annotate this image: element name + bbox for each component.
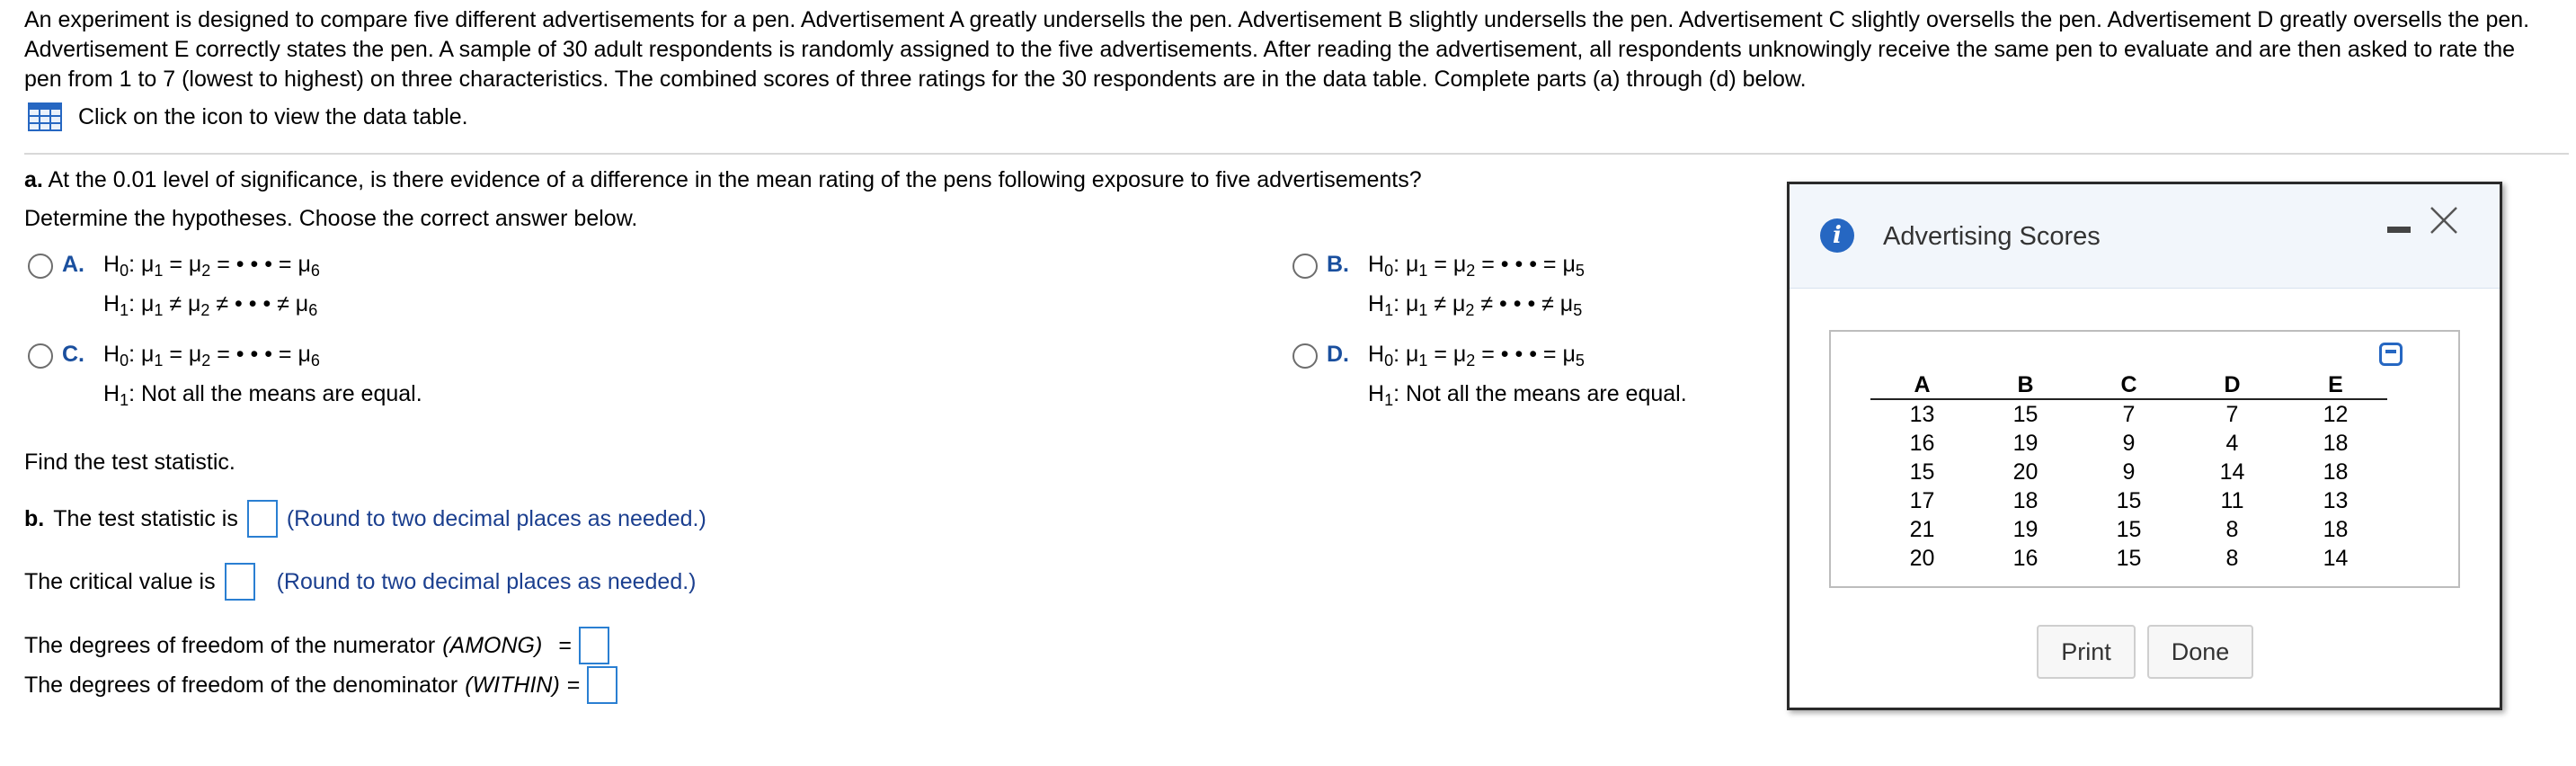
advertising-scores-table	[1870, 371, 2387, 573]
option-b-h1: $H_1$: $\mu_1 \ne \mu_2$ ≠ • • • ≠ $\mu_5$	[1368, 291, 1583, 319]
option-c-radio[interactable]	[28, 343, 53, 369]
option-d-h0: $H_0$: $\mu_1 = \mu_2$ = • • • = $\mu_5$	[1368, 342, 1585, 370]
part-a-text: At the 0.01 level of significance, is there evidence of a difference in the mean rating of the pens following exposure to five advertisements?	[48, 167, 1422, 192]
df-numerator-row	[24, 627, 609, 664]
minimize-button[interactable]	[2387, 227, 2412, 236]
part-a-question	[24, 165, 1422, 195]
part-b-text: The test statistic is	[53, 505, 238, 531]
expand-icon[interactable]	[2379, 343, 2403, 366]
option-a-h1: $H_1$: $\mu_1 \ne \mu_2$ ≠ • • • ≠ $\mu_6$	[103, 291, 318, 319]
part-a-label: a.	[24, 167, 43, 192]
df-numerator-input[interactable]	[579, 627, 609, 664]
print-button[interactable]: Print	[2037, 625, 2136, 679]
table-cell: 15	[2116, 488, 2142, 513]
table-row	[1870, 486, 2387, 515]
critical-value-text: The critical value is	[24, 568, 216, 594]
table-row	[1870, 399, 2387, 429]
option-c-h0: $H_0$: $\mu_1 = \mu_2$ = • • • = $\mu_6$	[103, 342, 320, 370]
data-table-link-row[interactable]	[28, 99, 468, 135]
table-cell: 15	[2012, 402, 2039, 427]
df-numerator-text: The degrees of freedom of the numerator	[24, 632, 436, 658]
option-b-letter[interactable]: B.	[1327, 252, 1349, 277]
column-header: A	[1870, 371, 1974, 399]
data-table-icon[interactable]	[28, 102, 62, 131]
table-cell: 14	[2219, 459, 2245, 485]
dialog-header	[1790, 184, 2500, 289]
table-cell: 15	[2116, 546, 2142, 571]
option-b-radio[interactable]	[1292, 254, 1318, 279]
table-cell: 18	[2323, 517, 2349, 542]
table-header-row	[1870, 371, 2387, 399]
table-row	[1870, 429, 2387, 458]
option-d-letter[interactable]: D.	[1327, 342, 1349, 367]
part-b-note: (Round to two decimal places as needed.)	[286, 505, 706, 531]
table-cell: 13	[1909, 402, 1935, 427]
advertising-scores-dialog	[1787, 182, 2502, 710]
option-d-h1: $H_1$: Not all the means are equal.	[1368, 381, 1687, 409]
table-row	[1870, 458, 2387, 486]
part-b-row	[24, 500, 706, 538]
df-denominator-italic: (WITHIN)	[465, 672, 560, 698]
table-cell: 9	[2122, 459, 2136, 485]
part-b-label: b.	[24, 505, 45, 531]
table-cell: 13	[2323, 488, 2349, 513]
close-button[interactable]	[2426, 202, 2462, 238]
table-cell: 20	[2012, 459, 2039, 485]
option-d-radio[interactable]	[1292, 343, 1318, 369]
table-cell: 18	[2323, 431, 2349, 456]
table-cell: 18	[2012, 488, 2039, 513]
table-cell: 4	[2225, 431, 2239, 456]
option-a-h0: $H_0$: $\mu_1 = \mu_2$ = • • • = $\mu_6$	[103, 252, 320, 280]
table-cell: 21	[1909, 517, 1935, 542]
test-statistic-input[interactable]	[247, 500, 278, 538]
table-cell: 17	[1909, 488, 1935, 513]
option-a-radio[interactable]	[28, 254, 53, 279]
table-row	[1870, 544, 2387, 573]
option-b-h0: $H_0$: $\mu_1 = \mu_2$ = • • • = $\mu_5$	[1368, 252, 1585, 280]
minimize-icon	[2387, 227, 2411, 233]
df-denominator-input[interactable]	[587, 666, 617, 704]
hypotheses-instruction: Determine the hypotheses. Choose the correct answer below.	[24, 206, 638, 231]
table-cell: 8	[2225, 546, 2239, 571]
critical-value-row	[24, 563, 697, 601]
table-cell: 15	[1909, 459, 1935, 485]
option-a-letter[interactable]: A.	[62, 252, 84, 277]
table-cell: 7	[2225, 402, 2239, 427]
option-c-letter[interactable]: C.	[62, 342, 84, 367]
table-cell: 8	[2225, 517, 2239, 542]
table-cell: 12	[2323, 402, 2349, 427]
done-button[interactable]: Done	[2147, 625, 2253, 679]
table-cell: 16	[2012, 546, 2039, 571]
table-cell: 14	[2323, 546, 2349, 571]
df-denominator-text: The degrees of freedom of the denominator	[24, 672, 458, 698]
find-test-statistic: Find the test statistic.	[24, 450, 235, 475]
column-header: D	[2181, 371, 2284, 399]
table-cell: 7	[2122, 402, 2136, 427]
df-numerator-eq: =	[558, 632, 572, 658]
table-cell: 9	[2122, 431, 2136, 456]
column-header: E	[2284, 371, 2387, 399]
table-cell: 19	[2012, 431, 2039, 456]
column-header: C	[2077, 371, 2181, 399]
option-c-h1: $H_1$: Not all the means are equal.	[103, 381, 422, 409]
df-denominator-eq: =	[566, 672, 581, 698]
table-cell: 20	[1909, 546, 1935, 571]
table-cell: 15	[2116, 517, 2142, 542]
critical-value-note: (Round to two decimal places as needed.)	[276, 568, 697, 594]
table-cell: 16	[1909, 431, 1935, 456]
table-cell: 18	[2323, 459, 2349, 485]
critical-value-input[interactable]	[225, 563, 255, 601]
dialog-title: Advertising Scores	[1883, 222, 2101, 251]
problem-intro: An experiment is designed to compare five different advertisements for a pen. Advertisement A greatly undersells the pen. Advertisement B slightly undersells the pen. Advertisement C slightly oversells the pen. Advertisement D greatly oversells the pen. Advertisement E correctly states the pen. A sample of 30 adult respondents is randomly assigned to the five advertisements. After reading the advertisement, all respondents unknowingly receive the same pen to evaluate and are then asked to rate the pen from 1 to 7 (lowest to highest) on three characteristics. The combined scores of three ratings for the 30 respondents are in the data table. Complete parts (a) through (d) below.	[24, 7, 2530, 92]
data-table-link-text[interactable]: Click on the icon to view the data table.	[78, 103, 468, 129]
section-divider	[24, 153, 2569, 155]
df-denominator-row	[24, 666, 617, 704]
table-cell: 19	[2012, 517, 2039, 542]
table-cell: 11	[2220, 488, 2244, 513]
column-header: B	[1974, 371, 2077, 399]
table-row	[1870, 515, 2387, 544]
df-numerator-italic: (AMONG)	[442, 632, 543, 658]
info-icon: i	[1820, 218, 1854, 253]
